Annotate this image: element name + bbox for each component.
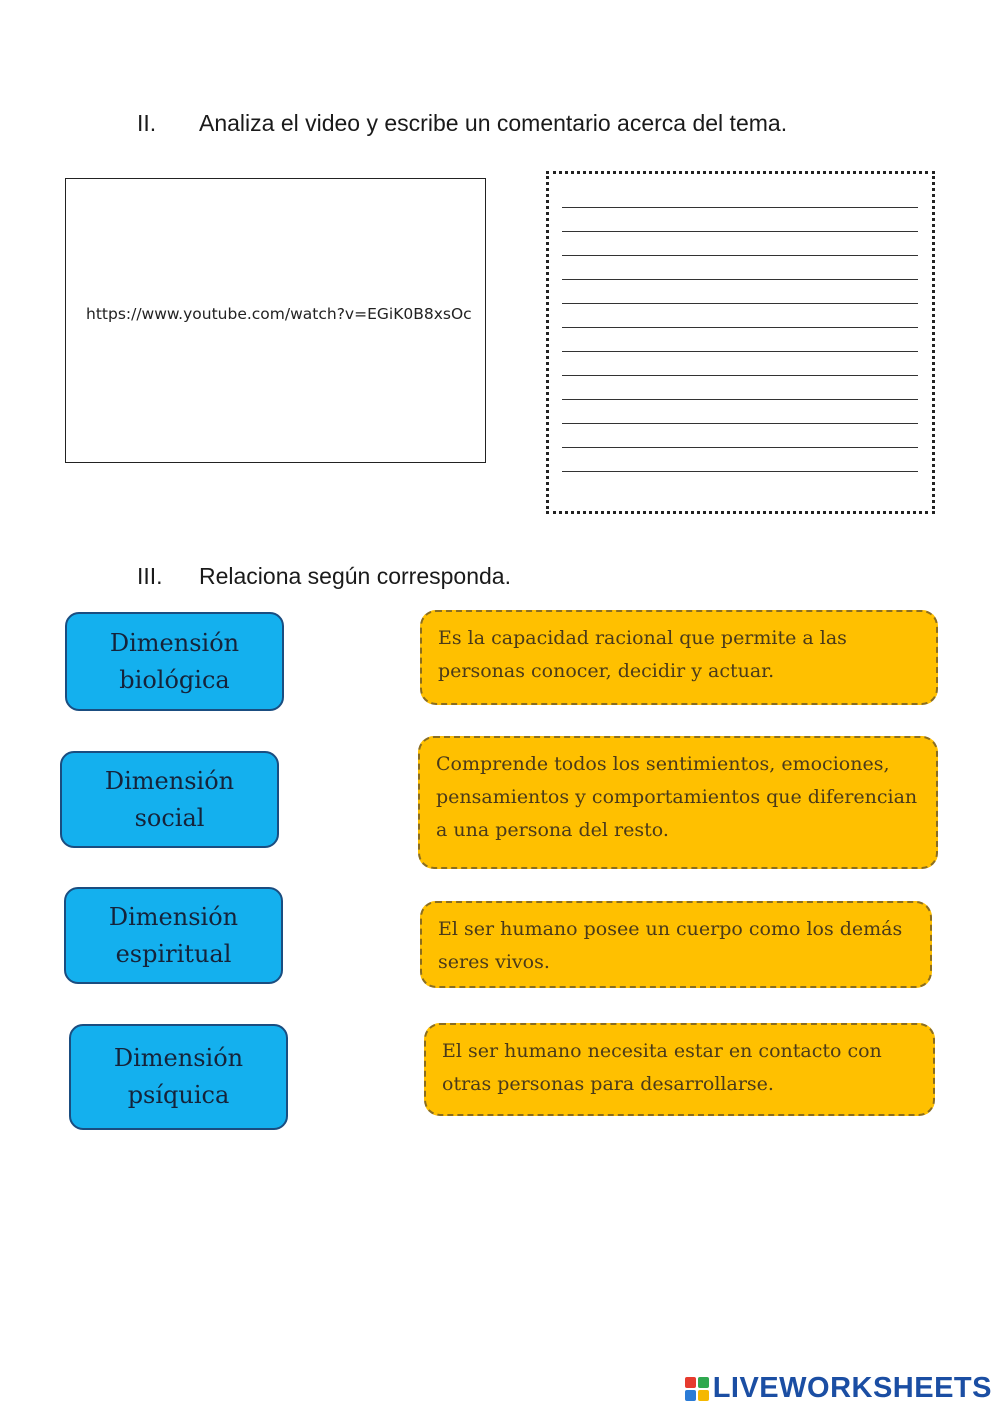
- answer-line[interactable]: [562, 327, 918, 328]
- section-2-number: II.: [137, 110, 157, 136]
- answer-line[interactable]: [562, 279, 918, 280]
- dimension-label: Dimensión social: [104, 766, 235, 832]
- logo-text: LIVEWORKSHEETS: [712, 1372, 992, 1404]
- definition-text: El ser humano necesita estar en contacto con otras personas para desarrollarse.: [442, 1040, 882, 1095]
- liveworksheets-logo[interactable]: [685, 1372, 992, 1405]
- dimension-label: Dimensión biológica: [109, 628, 240, 694]
- section-3-number: III.: [137, 563, 163, 589]
- dimension-box-social[interactable]: [60, 751, 279, 848]
- dimension-box-psiquica[interactable]: [69, 1024, 288, 1130]
- answer-line[interactable]: [562, 471, 918, 472]
- definition-box-1[interactable]: [420, 610, 938, 705]
- answer-line[interactable]: [562, 255, 918, 256]
- definition-text: Comprende todos los sentimientos, emociones, pensamientos y comportamientos que diferencian a una persona del resto.: [436, 753, 918, 841]
- definition-box-4[interactable]: [424, 1023, 935, 1116]
- section-2-instruction: Analiza el video y escribe un comentario acerca del tema.: [199, 110, 788, 136]
- video-link[interactable]: https://www.youtube.com/watch?v=EGiK0B8xsOc: [86, 305, 472, 323]
- definition-box-2[interactable]: [418, 736, 938, 869]
- definition-box-3[interactable]: [420, 901, 932, 988]
- answer-line[interactable]: [562, 351, 918, 352]
- definition-text: Es la capacidad racional que permite a las personas conocer, decidir y actuar.: [438, 627, 847, 682]
- dimension-label: Dimensión espiritual: [108, 902, 239, 968]
- answer-line[interactable]: [562, 447, 918, 448]
- section-3-instruction: Relaciona según corresponda.: [199, 563, 511, 589]
- answer-line[interactable]: [562, 303, 918, 304]
- section-3-heading: [137, 563, 511, 590]
- comment-answer-box[interactable]: [546, 171, 935, 514]
- answer-line[interactable]: [562, 423, 918, 424]
- answer-line[interactable]: [562, 399, 918, 400]
- dimension-label: Dimensión psíquica: [113, 1044, 244, 1109]
- answer-line[interactable]: [562, 231, 918, 232]
- video-box[interactable]: [65, 178, 486, 463]
- dimension-box-biologica[interactable]: [65, 612, 284, 711]
- definition-text: El ser humano posee un cuerpo como los demás seres vivos.: [438, 918, 903, 973]
- liveworksheets-logo-icon: [685, 1377, 709, 1401]
- answer-line[interactable]: [562, 375, 918, 376]
- section-2-heading: [137, 110, 787, 137]
- dimension-box-espiritual[interactable]: [64, 887, 283, 984]
- answer-line[interactable]: [562, 207, 918, 208]
